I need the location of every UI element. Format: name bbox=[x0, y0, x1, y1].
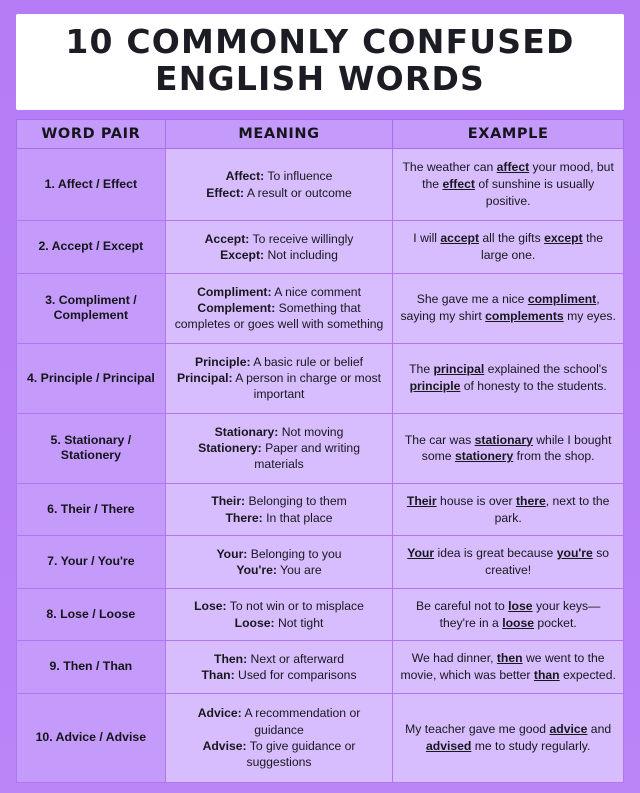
example-cell: My teacher gave me good advice and advised me to study regularly. bbox=[393, 693, 624, 782]
example-cell: She gave me a nice compliment, saying my shirt complements my eyes. bbox=[393, 273, 624, 343]
meaning-definition: To influence bbox=[264, 169, 333, 184]
meaning-term: Except: bbox=[220, 247, 265, 262]
meaning-line bbox=[172, 667, 387, 683]
meaning-cell bbox=[165, 343, 393, 413]
table-row bbox=[17, 588, 624, 640]
meaning-definition: To not win or to misplace bbox=[226, 599, 364, 614]
meaning-line bbox=[172, 510, 387, 526]
table-row bbox=[17, 641, 624, 693]
meaning-cell bbox=[165, 483, 393, 535]
example-cell: The car was stationary while I bought some stationery from the shop. bbox=[393, 413, 624, 483]
table-header bbox=[17, 119, 624, 148]
meaning-definition: Something that completes or goes well with something bbox=[174, 301, 384, 332]
meaning-term: Effect: bbox=[206, 185, 245, 200]
meaning-line bbox=[172, 231, 387, 247]
word-pair-cell: 5. Stationary / Stationery bbox=[17, 413, 166, 483]
meaning-term: Stationary: bbox=[214, 425, 279, 440]
meaning-definition: A nice comment bbox=[271, 284, 361, 299]
meaning-line bbox=[172, 705, 387, 737]
meaning-line bbox=[172, 440, 387, 472]
meaning-line bbox=[172, 651, 387, 667]
page-title-line-1: 10 COMMONLY CONFUSED bbox=[65, 22, 575, 61]
meaning-definition: Not including bbox=[264, 247, 338, 262]
meaning-term: Advice: bbox=[197, 706, 242, 721]
meaning-term: Lose: bbox=[194, 599, 227, 614]
table-header-row bbox=[17, 119, 624, 148]
table-row bbox=[17, 343, 624, 413]
meaning-definition: To give guidance or suggestions bbox=[246, 738, 356, 770]
meaning-term: Advise: bbox=[202, 738, 247, 753]
example-cell: We had dinner, then we went to the movie, which was better than expected. bbox=[393, 641, 624, 693]
meaning-cell bbox=[165, 641, 393, 693]
meaning-definition: You are bbox=[276, 563, 322, 578]
meaning-line bbox=[172, 284, 387, 300]
meaning-term: Principle: bbox=[195, 354, 251, 369]
meaning-term: Affect: bbox=[225, 169, 265, 184]
meaning-line bbox=[172, 300, 387, 332]
table-row bbox=[17, 693, 624, 782]
word-pair-cell: 2. Accept / Except bbox=[17, 221, 166, 273]
table-row bbox=[17, 273, 624, 343]
example-cell: Be careful not to lose your keys—they're in a loose pocket. bbox=[393, 588, 624, 640]
meaning-term: You're: bbox=[236, 563, 277, 578]
word-pair-cell: 1. Affect / Effect bbox=[17, 148, 166, 220]
meaning-cell bbox=[165, 413, 393, 483]
column-header-meaning: MEANING bbox=[165, 119, 393, 148]
meaning-line bbox=[172, 615, 387, 631]
confused-words-table bbox=[16, 119, 624, 783]
meaning-definition: In that place bbox=[262, 510, 333, 525]
meaning-line bbox=[172, 247, 387, 263]
column-header-word-pair: WORD PAIR bbox=[17, 119, 166, 148]
meaning-term: Principal: bbox=[177, 371, 233, 386]
meaning-term: Stationery: bbox=[198, 441, 262, 456]
meaning-line bbox=[172, 546, 387, 562]
meaning-cell bbox=[165, 693, 393, 782]
word-pair-cell: 6. Their / There bbox=[17, 483, 166, 535]
title-card bbox=[16, 14, 624, 110]
meaning-line bbox=[172, 738, 387, 770]
page-title-line-2: ENGLISH WORDS bbox=[154, 58, 486, 98]
meaning-definition: A person in charge or most important bbox=[232, 371, 381, 402]
column-header-example: EXAMPLE bbox=[393, 119, 624, 148]
meaning-line bbox=[172, 493, 387, 509]
meaning-cell bbox=[165, 536, 393, 588]
meaning-line bbox=[172, 598, 387, 614]
meaning-definition: Belonging to you bbox=[247, 546, 342, 561]
meaning-cell bbox=[165, 588, 393, 640]
meaning-line bbox=[172, 424, 387, 440]
meaning-line bbox=[172, 185, 387, 201]
meaning-definition: Not tight bbox=[274, 615, 324, 630]
table-body bbox=[17, 148, 624, 782]
meaning-definition: A result or outcome bbox=[244, 185, 352, 200]
example-cell: The weather can affect your mood, but the effect of sunshine is usually positive. bbox=[393, 148, 624, 220]
meaning-line bbox=[172, 562, 387, 578]
meaning-definition: Belonging to them bbox=[245, 494, 347, 509]
word-pair-cell: 10. Advice / Advise bbox=[17, 693, 166, 782]
word-pair-cell: 8. Lose / Loose bbox=[17, 588, 166, 640]
table-row bbox=[17, 536, 624, 588]
example-cell: I will accept all the gifts except the large one. bbox=[393, 221, 624, 273]
meaning-term: Accept: bbox=[204, 231, 250, 246]
meaning-line bbox=[172, 354, 387, 370]
meaning-definition: A basic rule or belief bbox=[250, 354, 364, 369]
meaning-term: Complement: bbox=[197, 301, 276, 316]
table-row bbox=[17, 483, 624, 535]
meaning-term: Their: bbox=[211, 494, 246, 509]
meaning-term: Compliment: bbox=[197, 284, 272, 299]
meaning-definition: Not moving bbox=[278, 425, 344, 440]
meaning-definition: A recommendation or guidance bbox=[241, 706, 361, 737]
meaning-term: Your: bbox=[216, 546, 248, 561]
word-pair-cell: 3. Compliment / Complement bbox=[17, 273, 166, 343]
meaning-line bbox=[172, 168, 387, 184]
word-pair-cell: 4. Principle / Principal bbox=[17, 343, 166, 413]
example-cell: Your idea is great because you're so creative! bbox=[393, 536, 624, 588]
meaning-definition: Used for comparisons bbox=[234, 668, 357, 683]
meaning-line bbox=[172, 370, 387, 402]
meaning-cell bbox=[165, 148, 393, 220]
table-row bbox=[17, 413, 624, 483]
example-cell: Their house is over there, next to the park. bbox=[393, 483, 624, 535]
word-pair-cell: 7. Your / You're bbox=[17, 536, 166, 588]
meaning-definition: Paper and writing materials bbox=[254, 441, 360, 472]
word-pair-cell: 9. Then / Than bbox=[17, 641, 166, 693]
meaning-definition: To receive willingly bbox=[249, 231, 354, 246]
table-row bbox=[17, 148, 624, 220]
example-cell: The principal explained the school's principle of honesty to the students. bbox=[393, 343, 624, 413]
table-row bbox=[17, 221, 624, 273]
meaning-term: There: bbox=[225, 510, 263, 525]
meaning-cell bbox=[165, 221, 393, 273]
meaning-definition: Next or afterward bbox=[247, 651, 345, 666]
meaning-term: Then: bbox=[214, 651, 248, 666]
meaning-term: Loose: bbox=[234, 615, 275, 630]
meaning-cell bbox=[165, 273, 393, 343]
meaning-term: Than: bbox=[201, 668, 235, 683]
